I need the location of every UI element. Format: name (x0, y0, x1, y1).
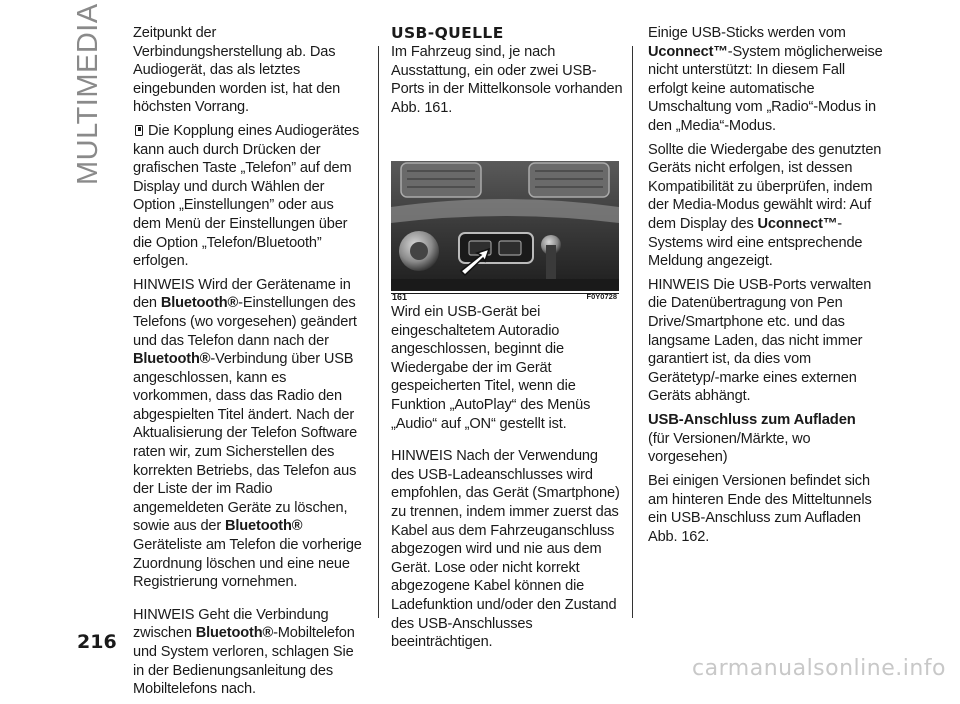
paragraph: Im Fahrzeug sind, je nach Ausstattung, ein oder zwei USB-Ports in der Mittelkonsole vorhanden Abb. 161. (391, 44, 623, 116)
phone-icon (135, 125, 143, 136)
column-2 (391, 24, 623, 122)
paragraph: Wird ein USB-Gerät bei eingeschaltetem Autoradio angeschlossen, beginnt die Wiedergabe der im Gerät gespeicherten Titel, wenn die Funktion „AutoPlay“ des Menüs „Audio“ auf „ON“ gestellt ist. (391, 304, 591, 432)
note-paragraph: HINWEIS Geht die Verbindung zwischen Bluetooth®-Mobiltelefon und System verloren, schlagen Sie in der Bedienungsanleitung des Mobiltelefons nach. (133, 606, 355, 698)
paragraph: Bei einigen Versionen befindet sich am hinteren Ende des Mitteltunnels ein USB-Anschluss zum Aufladen Abb. 162. (648, 473, 872, 545)
column-2-lower (391, 303, 623, 657)
column-3 (648, 24, 884, 551)
note-paragraph: HINWEIS Wird der Gerätename in den Bluetooth®-Einstellungen des Telefons (wo vorgesehen) geändert und das Telefon dann nach der Bluetooth®-Verbindung über USB angeschlossen, kann es vorkommen, dass das Radio den abgespielten Titel ändert. Nach der Aktualisierung der Telefon Software raten wir, zum Sicherstellen des korrekten Betriebs, das Telefon aus der Liste der im Radio angemeldeten Geräte zu löschen, sowie aus der Bluetooth® Geräteliste am Telefon die vorherige Zuordnung löschen und eine neue Registrierung vornehmen. (133, 276, 362, 591)
usb-console-photo (391, 161, 619, 291)
paragraph: Einige USB-Sticks werden vom Uconnect™-System möglicherweise nicht unterstützt: In diesem Fall erfolgt keine automatische Umschaltung vom „Radio“-Modus in den „Media“-Modus. (648, 25, 883, 134)
column-1 (133, 24, 365, 704)
paragraph: Die Kopplung eines Audiogerätes kann auch durch Drücken der grafischen Taste „Telefon” auf dem Display und durch Wählen der Option „Einstellungen” oder aus dem Menü der Einstellungen über die Option „Telefon/Bluetooth” erfolgen. (133, 122, 360, 270)
column-divider-1 (378, 46, 379, 618)
column-divider-2 (632, 46, 633, 618)
paragraph: (für Versionen/Märkte, wo vorgesehen) (648, 430, 811, 466)
note-paragraph: HINWEIS Nach der Verwendung des USB-Ladeanschlusses wird empfohlen, das Gerät (Smartphone) zu trennen, indem immer zuerst das Kabel aus dem Fahrzeuganschluss abgezogen wird und nie aus dem Gerät. Lose oder nicht korrekt abgezogene Kabel können die Ladefunktion und/oder den Zustand des USB-Anschlusses beeinträchtigen. (391, 448, 620, 651)
figure-code: F0Y0728 (586, 292, 617, 301)
watermark: carmanualsonline.info (692, 656, 946, 681)
figure-usb-ports (391, 161, 619, 302)
page-number: 216 (77, 631, 117, 653)
note-paragraph: HINWEIS Die USB-Ports verwalten die Datenübertragung von Pen Drive/Smartphone etc. und das langsame Laden, das nicht immer garantiert ist, da dies vom Gerätetyp/-marke eines externen Geräts abhängt. (648, 276, 872, 405)
paragraph: Zeitpunkt der Verbindungsherstellung ab. Das Audiogerät, das als letztes eingebunden worden ist, hat den höchsten Vorrang. (133, 25, 341, 116)
paragraph: Sollte die Wiedergabe des genutzten Geräts nicht erfolgen, ist dessen Kompatibilität zu überprüfen, indem der Media-Modus gewählt wird: Auf dem Display des Uconnect™-Systems wird eine entsprechende Meldung angezeigt. (648, 141, 882, 270)
subsection-title: USB-Anschluss zum Aufladen (648, 411, 856, 428)
section-side-title: MULTIMEDIA (72, 3, 104, 185)
figure-number: 161 (392, 292, 408, 302)
section-title: USB-QUELLE (391, 24, 504, 42)
